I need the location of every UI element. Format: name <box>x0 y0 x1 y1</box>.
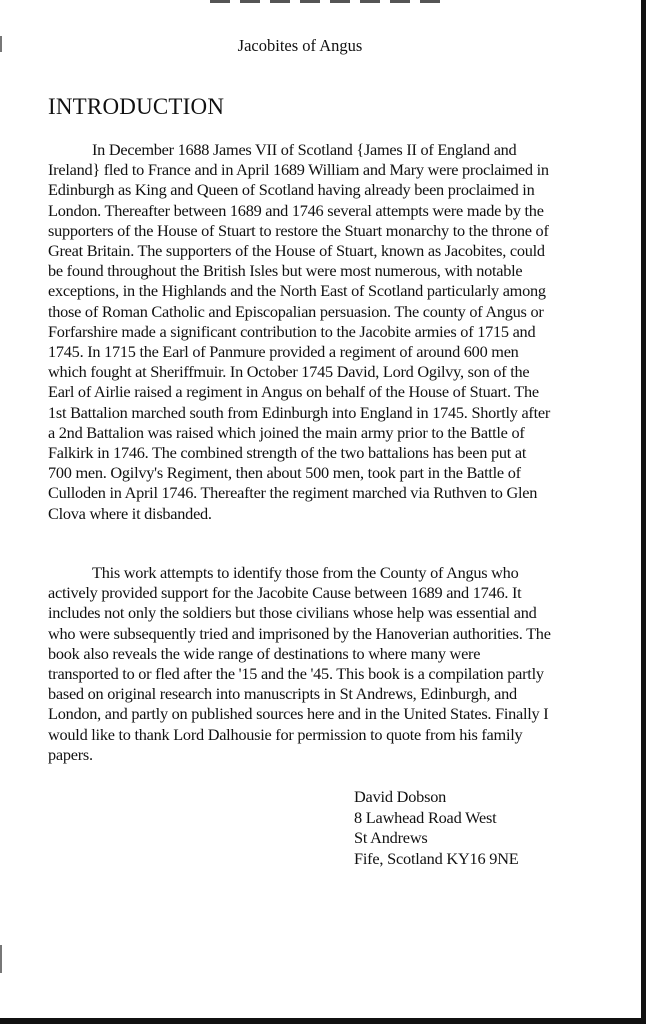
address-line: Fife, Scotland KY16 9NE <box>354 848 519 868</box>
paragraph-2: This work attempts to identify those from the County of Angus who actively provided support for the Jacobite Cause between 1689 and 1746. It includes not only the soldiers but those civilians whose help was essential and who were subsequently tried and imprisoned by the Hanoverian authorities. The book also reveals the wide range of destinations to where many were transported to or fled after the '15 and the '45. This book is a compilation partly based on original research into manuscripts in St Andrews, Edinburgh, and London, and partly on published sources here and in the United States. Finally I would like to thank Lord Dalhousie for permission to quote from his family papers. <box>48 563 551 764</box>
section-heading: INTRODUCTION <box>48 94 225 119</box>
author-name: David Dobson <box>354 787 447 806</box>
running-head: Jacobites of Angus <box>237 36 363 55</box>
paragraph-1: In December 1688 James VII of Scotland {James II of England and Ireland} fled to France and in April 1689 William and Mary were proclaimed in Edinburgh as King and Queen of Scotland having already been proclaimed in London. Thereafter between 1689 and 1746 several attempts were made by the supporters of the House of Stuart to restore the Stuart monarchy to the throne of Great Britain. The supporters of the House of Stuart, known as Jacobites, could be found throughout the British Isles but were most numerous, with notable exceptions, in the Highlands and the North East of Scotland particularly among those of Roman Catholic and Episcopalian persuasion. The county of Angus or Forfarshire made a significant contribution to the Jacobite armies of 1715 and 1745. In 1715 the Earl of Panmure provided a regiment of around 600 men which fought at Sheriffmuir. In October 1745 David, Lord Ogilvy, son of the Earl of Airlie raised a regiment in Angus on behalf of the House of Stuart. The 1st Battalion marched south from Edinburgh into England in 1745. Shortly after a 2nd Battalion was raised which joined the main army prior to the Battle of Falkirk in 1746. The combined strength of the two battalions has been put at 700 men. Ogilvy's Regiment, then about 500 men, took part in the Battle of Culloden in April 1746. Thereafter the regiment marched via Ruthven to Glen Clova where it disbanded. <box>48 140 551 523</box>
author-signature-block <box>354 787 519 869</box>
address-line: 8 Lawhead Road West <box>354 807 497 827</box>
scan-left-mark <box>0 945 2 973</box>
scan-top-dashes <box>210 0 450 3</box>
scan-right-edge <box>641 0 646 1024</box>
scan-bottom-edge <box>0 1018 646 1024</box>
address-line: St Andrews <box>354 828 428 847</box>
